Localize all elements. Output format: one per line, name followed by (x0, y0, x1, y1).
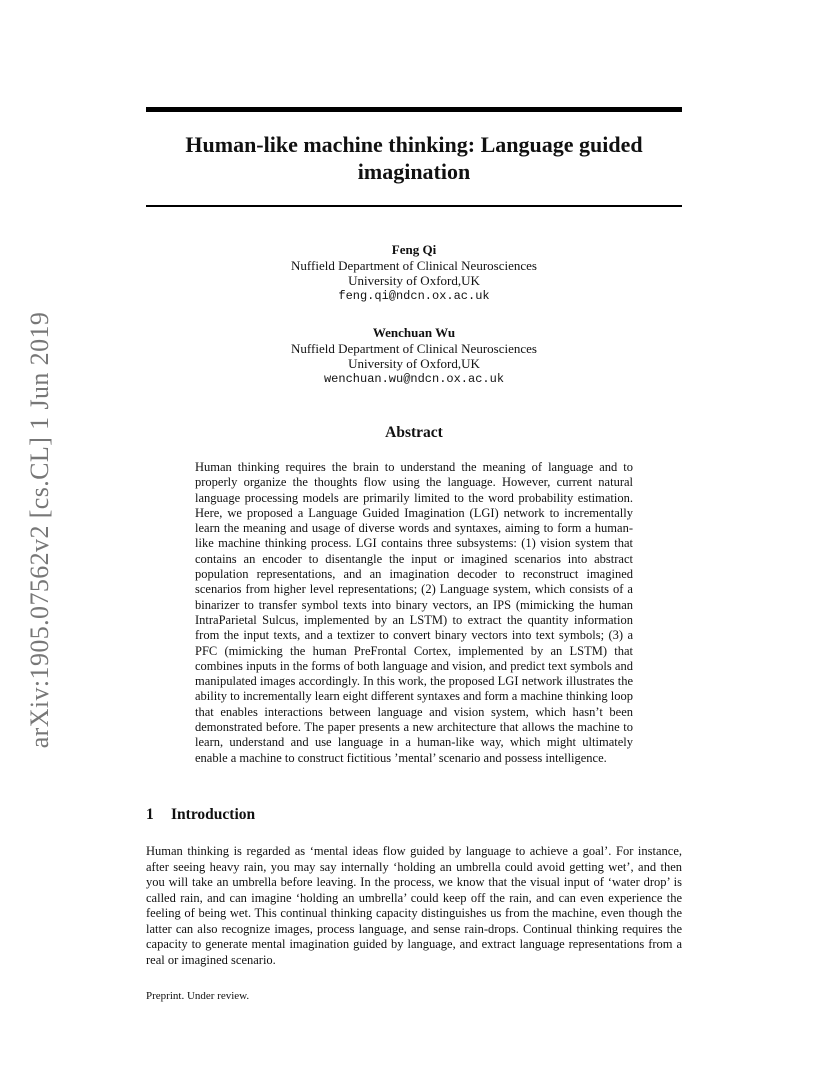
preprint-note: Preprint. Under review. (146, 990, 250, 1002)
author-block-2 (146, 325, 682, 387)
author-affiliation: Nuffield Department of Clinical Neurosciences (291, 257, 537, 273)
author-institution: University of Oxford,UK (348, 356, 480, 371)
abstract-text: Human thinking requires the brain to understand the meaning of language and to properly organize the thoughts flow using the language. However, current natural language processing models are primarily limited to the word probability estimation. Here, we proposed a Language Guided Imagination (LGI) network to incrementally learn the meaning and usage of diverse words and syntaxes, aiming to form a human-like machine thinking process. LGI contains three subsystems: (1) vision system that contains an encoder to disentangle the input or imagined scenarios into abstract population representations, and an imagination decoder to reconstruct imagined scenarios from higher level representations; (2) Language system, which consists of a binarizer to transfer symbol texts into binary vectors, an IPS (mimicking the human IntraParietal Sulcus, implemented by an LSTM) to extract the quantity information from the input texts, and a textizer to convert binary vectors into text symbols; (3) a PFC (mimicking the human PreFrontal Cortex, implemented by an LSTM) that combines inputs in the forms of both language and vision, and predict text symbols and manipulated images accordingly. In this work, the proposed LGI network illustrates the ability to incrementally learn eight different syntaxes and form a machine thinking loop that enables interactions between language and vision system, which hasn’t been demonstrated before. The paper presents a new architecture that allows the machine to learn, understand and use language in a human-like way, which might ultimately enable a machine to construct fictitious ’mental’ scenario and possess intelligence. (195, 460, 633, 765)
author-block-1 (146, 242, 682, 304)
arxiv-stamp: arXiv:1905.07562v2 [cs.CL] 1 Jun 2019 (25, 311, 54, 749)
title-rule-bottom (146, 205, 682, 207)
author-affiliation: Nuffield Department of Clinical Neurosciences (291, 340, 537, 356)
author-name: Wenchuan Wu (372, 325, 456, 340)
author-institution: University of Oxford,UK (348, 273, 480, 288)
title-rule-top (146, 107, 682, 112)
author-name: Feng Qi (391, 242, 437, 257)
introduction-paragraph: Human thinking is regarded as ‘mental ideas flow guided by language to achieve a goal’. For instance, after seeing heavy rain, you may say internally ‘holding an umbrella could avoid getting wet’, and then you will take an umbrella before leaving. In the process, we know that the visual input of ‘water drop’ is called rain, and can imagine ‘holding an umbrella’ could keep off the rain, and can even experience the feeling of being wet. This continual thinking capacity distinguishes us from the machine, even though the latter can also recognize images, process language, and sense rain-drops. Continual thinking requires the capacity to generate mental imagination guided by language, and extract language representations from a real or imagined scenario. (146, 844, 682, 967)
section-title: Introduction (171, 806, 256, 823)
section-heading-introduction (146, 806, 255, 824)
section-number: 1 (146, 806, 154, 823)
abstract-heading: Abstract (385, 424, 443, 441)
author-email: feng.qi@ndcn.ox.ac.uk (338, 288, 490, 303)
paper-title: Human-like machine thinking: Language guided imagination (185, 132, 643, 184)
author-email: wenchuan.wu@ndcn.ox.ac.uk (323, 371, 505, 386)
